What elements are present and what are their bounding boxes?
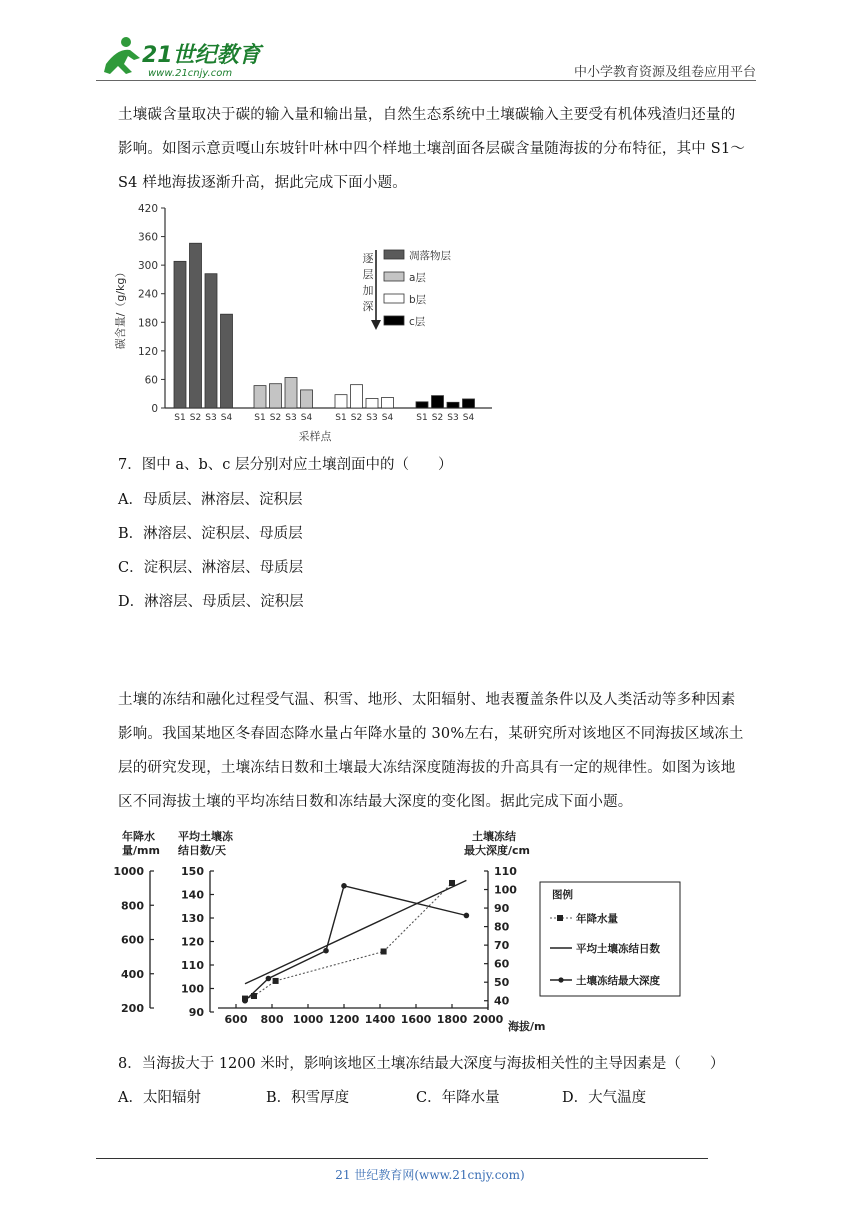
legend-item: 年降水量 — [576, 913, 618, 925]
x-tick-label: S3 — [366, 413, 378, 423]
chart1-bars — [174, 243, 475, 408]
x-tick-label: S3 — [205, 413, 217, 423]
footer-divider — [96, 1158, 708, 1159]
passage-2-line: 区不同海拔土壤的平均冻结日数和冻结最大深度的变化图。据此完成下面小题。 — [118, 794, 633, 810]
y-tick-label: 360 — [137, 231, 158, 244]
chart2-y2-label: 结日数/天 — [178, 844, 227, 857]
site-logo[interactable] — [96, 34, 266, 80]
x-tick-label: S4 — [462, 413, 475, 423]
runner-logo-icon — [96, 34, 266, 80]
legend-label: a层 — [409, 272, 426, 284]
y-tick-label: 110 — [181, 959, 204, 972]
legend-swatch — [384, 316, 404, 325]
bar — [366, 398, 378, 408]
q7-option-c[interactable]: C．淀积层、淋溶层、母质层 — [118, 560, 304, 576]
bar — [382, 398, 394, 408]
y-tick-label: 240 — [137, 288, 158, 301]
passage-1-line: S4 样地海拔逐渐升高，据此完成下面小题。 — [118, 175, 407, 191]
chart2-xlabel: 海拔/m — [508, 1020, 546, 1033]
x-tick-label: S3 — [447, 413, 459, 423]
x-tick-label: 1000 — [292, 1013, 324, 1026]
bar — [221, 314, 233, 408]
legend-swatch — [384, 272, 404, 281]
precip-point — [449, 880, 455, 886]
x-tick-label: 1400 — [364, 1013, 396, 1026]
chart2-lines — [242, 880, 469, 1004]
passage-2-line: 影响。我国某地区冬春固态降水量占年降水量的 30%左右，某研究所对该地区不同海拔区域冻土 — [118, 726, 744, 742]
header-platform-text: 中小学教育资源及组卷应用平台 — [573, 65, 756, 80]
depth-point — [266, 976, 272, 982]
x-tick-label: S1 — [254, 413, 266, 423]
y-tick-label: 130 — [181, 912, 204, 925]
q8-option-b[interactable]: B．积雪厚度 — [266, 1090, 350, 1106]
bar — [432, 396, 444, 408]
frozen-soil-chart — [112, 826, 692, 1036]
y-tick-label: 90 — [188, 1006, 204, 1019]
legend-label: c层 — [409, 316, 426, 328]
bar — [301, 390, 313, 408]
arrow-label-char: 深 — [362, 300, 374, 313]
x-tick-label: S4 — [300, 413, 313, 423]
x-tick-label: S3 — [285, 413, 297, 423]
bar — [335, 395, 347, 408]
legend-label: 凋落物层 — [409, 250, 451, 262]
x-tick-label: 1200 — [328, 1013, 360, 1026]
y-tick-label: 400 — [121, 967, 144, 981]
bar — [190, 243, 202, 408]
y-tick-label: 100 — [181, 982, 204, 996]
header-divider — [96, 80, 756, 81]
y-tick-label: 80 — [494, 920, 510, 934]
chart1-legend — [384, 249, 451, 328]
passage-1-line: 影响。如图示意贡嘎山东坡针叶林中四个样地土壤剖面各层碳含量随海拔的分布特征，其中 S1～ — [118, 141, 746, 157]
chart1-ylabel: 碳含量/（g/kg） — [114, 266, 127, 350]
chart2-legend — [540, 882, 680, 996]
y-tick-label: 60 — [494, 957, 510, 971]
q8-option-c[interactable]: C．年降水量 — [416, 1090, 500, 1106]
y-tick-label: 110 — [494, 865, 517, 878]
legend-swatch — [384, 294, 404, 303]
y-tick-label: 300 — [137, 260, 158, 273]
footer-link[interactable]: 21 世纪教育网(www.21cnjy.com) — [335, 1168, 525, 1182]
chart2-y1-label: 量/mm — [122, 844, 160, 857]
x-tick-label: S1 — [416, 413, 428, 423]
bar — [254, 386, 266, 408]
y-tick-label: 60 — [144, 374, 158, 387]
y-tick-label: 100 — [494, 883, 517, 897]
bar — [351, 385, 363, 408]
bar — [463, 399, 475, 408]
logo-text: 21世纪教育 — [142, 43, 261, 68]
q8-option-a[interactable]: A．太阳辐射 — [118, 1090, 201, 1106]
x-tick-label: 600 — [224, 1013, 248, 1026]
bar — [174, 261, 186, 408]
x-tick-label: S1 — [335, 413, 347, 423]
y-tick-label: 70 — [494, 939, 510, 953]
depth-point — [323, 948, 329, 954]
passage-2 — [118, 683, 766, 819]
q8-stem: 8．当海拔大于 1200 米时，影响该地区土壤冻结最大深度与海拔相关性的主导因素是（ ） — [118, 1056, 725, 1072]
passage-2-line: 土壤的冻结和融化过程受气温、积雪、地形、太阳辐射、地表覆盖条件以及人类活动等多种因素 — [118, 692, 736, 708]
depth-arrow — [363, 250, 382, 330]
x-tick-label: S2 — [431, 413, 444, 423]
arrow-label-char: 层 — [362, 268, 374, 281]
x-tick-label: S4 — [381, 413, 394, 423]
depth-point — [464, 913, 470, 919]
x-tick-label: 800 — [260, 1013, 284, 1026]
y-tick-label: 1000 — [113, 865, 144, 878]
series-line — [245, 880, 466, 983]
y-tick-label: 140 — [181, 888, 204, 902]
y-tick-label: 600 — [121, 933, 144, 947]
y-tick-label: 50 — [494, 976, 510, 990]
bar — [416, 402, 428, 408]
legend-item: 土壤冻结最大深度 — [576, 975, 660, 987]
legend-title: 图例 — [552, 889, 573, 901]
y-tick-label: 420 — [137, 203, 158, 215]
carbon-bar-chart — [110, 198, 510, 448]
passage-1-line: 土壤碳含量取决于碳的输入量和输出量，自然生态系统中土壤碳输入主要受有机体残渣归还量的 — [118, 107, 736, 123]
q8-option-d[interactable]: D．大气温度 — [562, 1090, 647, 1106]
chart2-axes — [113, 865, 517, 1026]
y-tick-label: 150 — [181, 865, 204, 878]
legend-dot-marker — [558, 977, 563, 982]
chart1-xlabel: 采样点 — [298, 430, 332, 443]
y-tick-label: 800 — [121, 899, 144, 913]
arrow-head-icon — [371, 320, 381, 330]
x-tick-label: S2 — [269, 413, 282, 423]
chart2-y3-label: 最大深度/cm — [464, 844, 530, 857]
passage-1 — [118, 98, 766, 200]
legend-swatch — [384, 250, 404, 259]
arrow-label-char: 加 — [362, 284, 374, 297]
legend-square-marker — [557, 915, 563, 921]
y-tick-label: 120 — [181, 935, 204, 949]
depth-point — [242, 998, 248, 1004]
q7-option-b[interactable]: B．淋溶层、淀积层、母质层 — [118, 526, 303, 542]
x-tick-label: S2 — [350, 413, 363, 423]
arrow-label-char: 逐 — [362, 252, 374, 265]
x-tick-label: S2 — [189, 413, 202, 423]
bar — [285, 378, 297, 408]
x-tick-label: S1 — [174, 413, 186, 423]
logo-url: www.21cnjy.com — [148, 68, 233, 79]
x-tick-label: 2000 — [472, 1013, 504, 1026]
precip-point — [381, 948, 387, 954]
y-tick-label: 40 — [494, 994, 510, 1008]
bar — [447, 402, 459, 408]
q7-stem: 7．图中 a、b、c 层分别对应土壤剖面中的（ ） — [118, 457, 453, 473]
y-tick-label: 200 — [121, 1002, 144, 1015]
q7-option-a[interactable]: A．母质层、淋溶层、淀积层 — [118, 492, 303, 508]
chart2-y2-label: 平均土壤冻 — [178, 830, 233, 843]
x-tick-label: S4 — [220, 413, 233, 423]
y-tick-label: 0 — [151, 403, 158, 415]
y-tick-label: 120 — [137, 345, 158, 358]
y-tick-label: 180 — [137, 317, 158, 330]
precip-point — [273, 978, 279, 984]
chart2-y3-label: 土壤冻结 — [472, 830, 516, 843]
y-tick-label: 90 — [494, 902, 510, 916]
bar — [270, 384, 282, 408]
x-tick-label: 1800 — [436, 1013, 468, 1026]
passage-2-line: 层的研究发现，土壤冻结日数和土壤最大冻结深度随海拔的升高具有一定的规律性。如图为该地 — [118, 760, 736, 776]
chart2-y1-label: 年降水 — [122, 830, 155, 843]
legend-item: 平均土壤冻结日数 — [576, 943, 660, 955]
legend-label: b层 — [409, 294, 427, 306]
x-tick-label: 1600 — [400, 1013, 432, 1026]
bar — [205, 274, 217, 408]
q7-option-d[interactable]: D．淋溶层、母质层、淀积层 — [118, 594, 304, 610]
depth-point — [341, 883, 347, 889]
